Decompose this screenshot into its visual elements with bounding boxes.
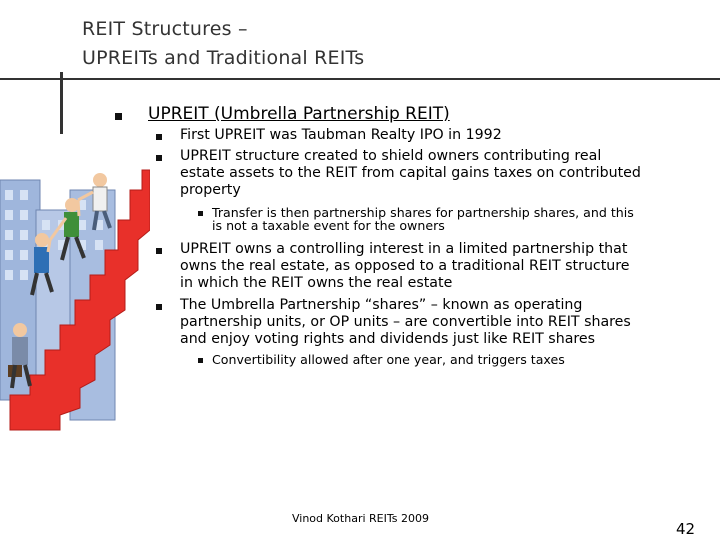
title-underline bbox=[0, 78, 720, 80]
subbullet-transfer: Transfer is then partnership shares for partnership shares, and this is not a taxable event for the owners bbox=[212, 205, 634, 233]
bullet-icon bbox=[115, 113, 122, 120]
page-number: 42 bbox=[676, 520, 696, 538]
bullet-icon bbox=[156, 248, 162, 254]
bullet-icon bbox=[156, 155, 162, 161]
bullet-first-upreit: First UPREIT was Taubman Realty IPO in 1992 bbox=[180, 127, 502, 143]
title-vertical-rule bbox=[60, 72, 63, 134]
bullet-icon bbox=[198, 358, 203, 363]
bullet-icon bbox=[156, 304, 162, 310]
bullet-controlling-interest: UPREIT owns a controlling interest in a limited partnership that owns the real estate, as opposed to a traditional REIT structure in which the REIT owns the real estate bbox=[180, 241, 630, 291]
heading-upreit: UPREIT (Umbrella Partnership REIT) bbox=[148, 104, 450, 124]
climbing-stairs-clipart-icon bbox=[0, 160, 150, 440]
slide-title-line-1: REIT Structures – bbox=[82, 18, 248, 40]
bullet-icon bbox=[198, 211, 203, 216]
slide-title-line-2: UPREITs and Traditional REITs bbox=[82, 47, 365, 69]
bullet-upreit-structure: UPREIT structure created to shield owners contributing real estate assets to the REIT from capital gains taxes on contributed property bbox=[180, 148, 641, 198]
bullet-icon bbox=[156, 134, 162, 140]
subbullet-convertibility: Convertibility allowed after one year, and triggers taxes bbox=[212, 352, 565, 367]
bullet-op-units: The Umbrella Partnership “shares” – known as operating partnership units, or OP units – are convertible into REIT shares and enjoy voting rights and dividends just like REIT shares bbox=[180, 297, 631, 347]
footer-credit: Vinod Kothari REITs 2009 bbox=[292, 512, 429, 525]
